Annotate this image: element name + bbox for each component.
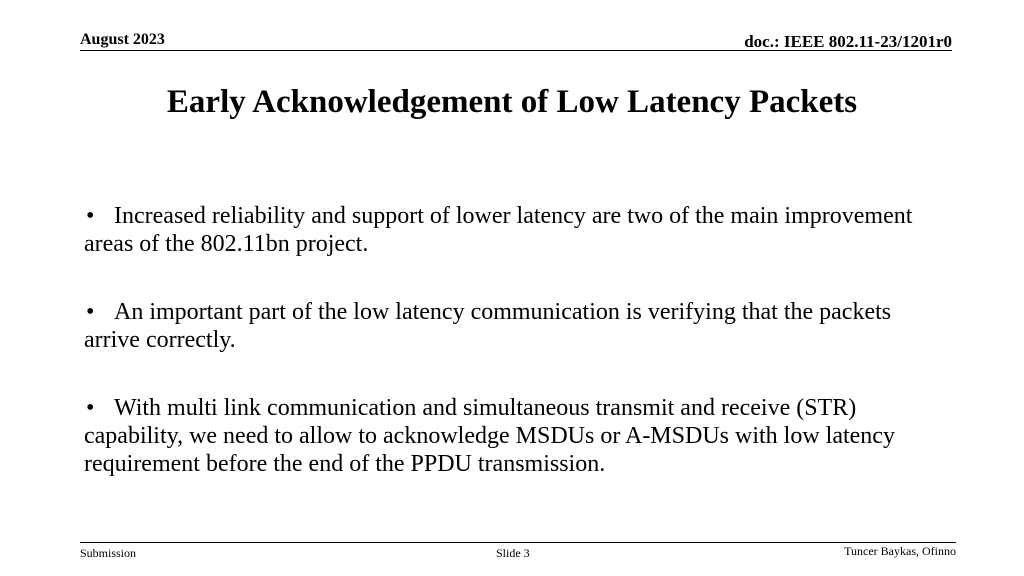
bullet-dot-icon: • (86, 299, 95, 325)
header-date: August 2023 (80, 31, 165, 48)
bullet-item (84, 298, 934, 354)
header-divider (80, 50, 952, 51)
bullet-dot-icon: • (86, 395, 95, 421)
document-number: doc.: IEEE 802.11-23/1201r0 (744, 32, 952, 51)
bullet-list (84, 202, 934, 518)
footer-divider (80, 542, 956, 543)
slide-number: Slide 3 (496, 546, 530, 560)
footer-submission: Submission (80, 546, 137, 560)
bullet-text: Increased reliability and support of lower latency are two of the main improvement areas of the 802.11bn project. (84, 203, 913, 257)
footer-author: Tuncer Baykas, Ofinno (844, 544, 956, 558)
bullet-item (84, 202, 934, 258)
bullet-dot-icon: • (86, 203, 95, 229)
slide-title: Early Acknowledgement of Low Latency Packets (166, 84, 858, 120)
bullet-item (84, 394, 934, 478)
bullet-text: An important part of the low latency communication is verifying that the packets arrive correctly. (84, 299, 892, 353)
bullet-text: With multi link communication and simultaneous transmit and receive (STR) capability, we need to allow to acknowledge MSDUs or A-MSDUs with low latency requirement before the end of the PPDU transmission. (84, 395, 895, 477)
